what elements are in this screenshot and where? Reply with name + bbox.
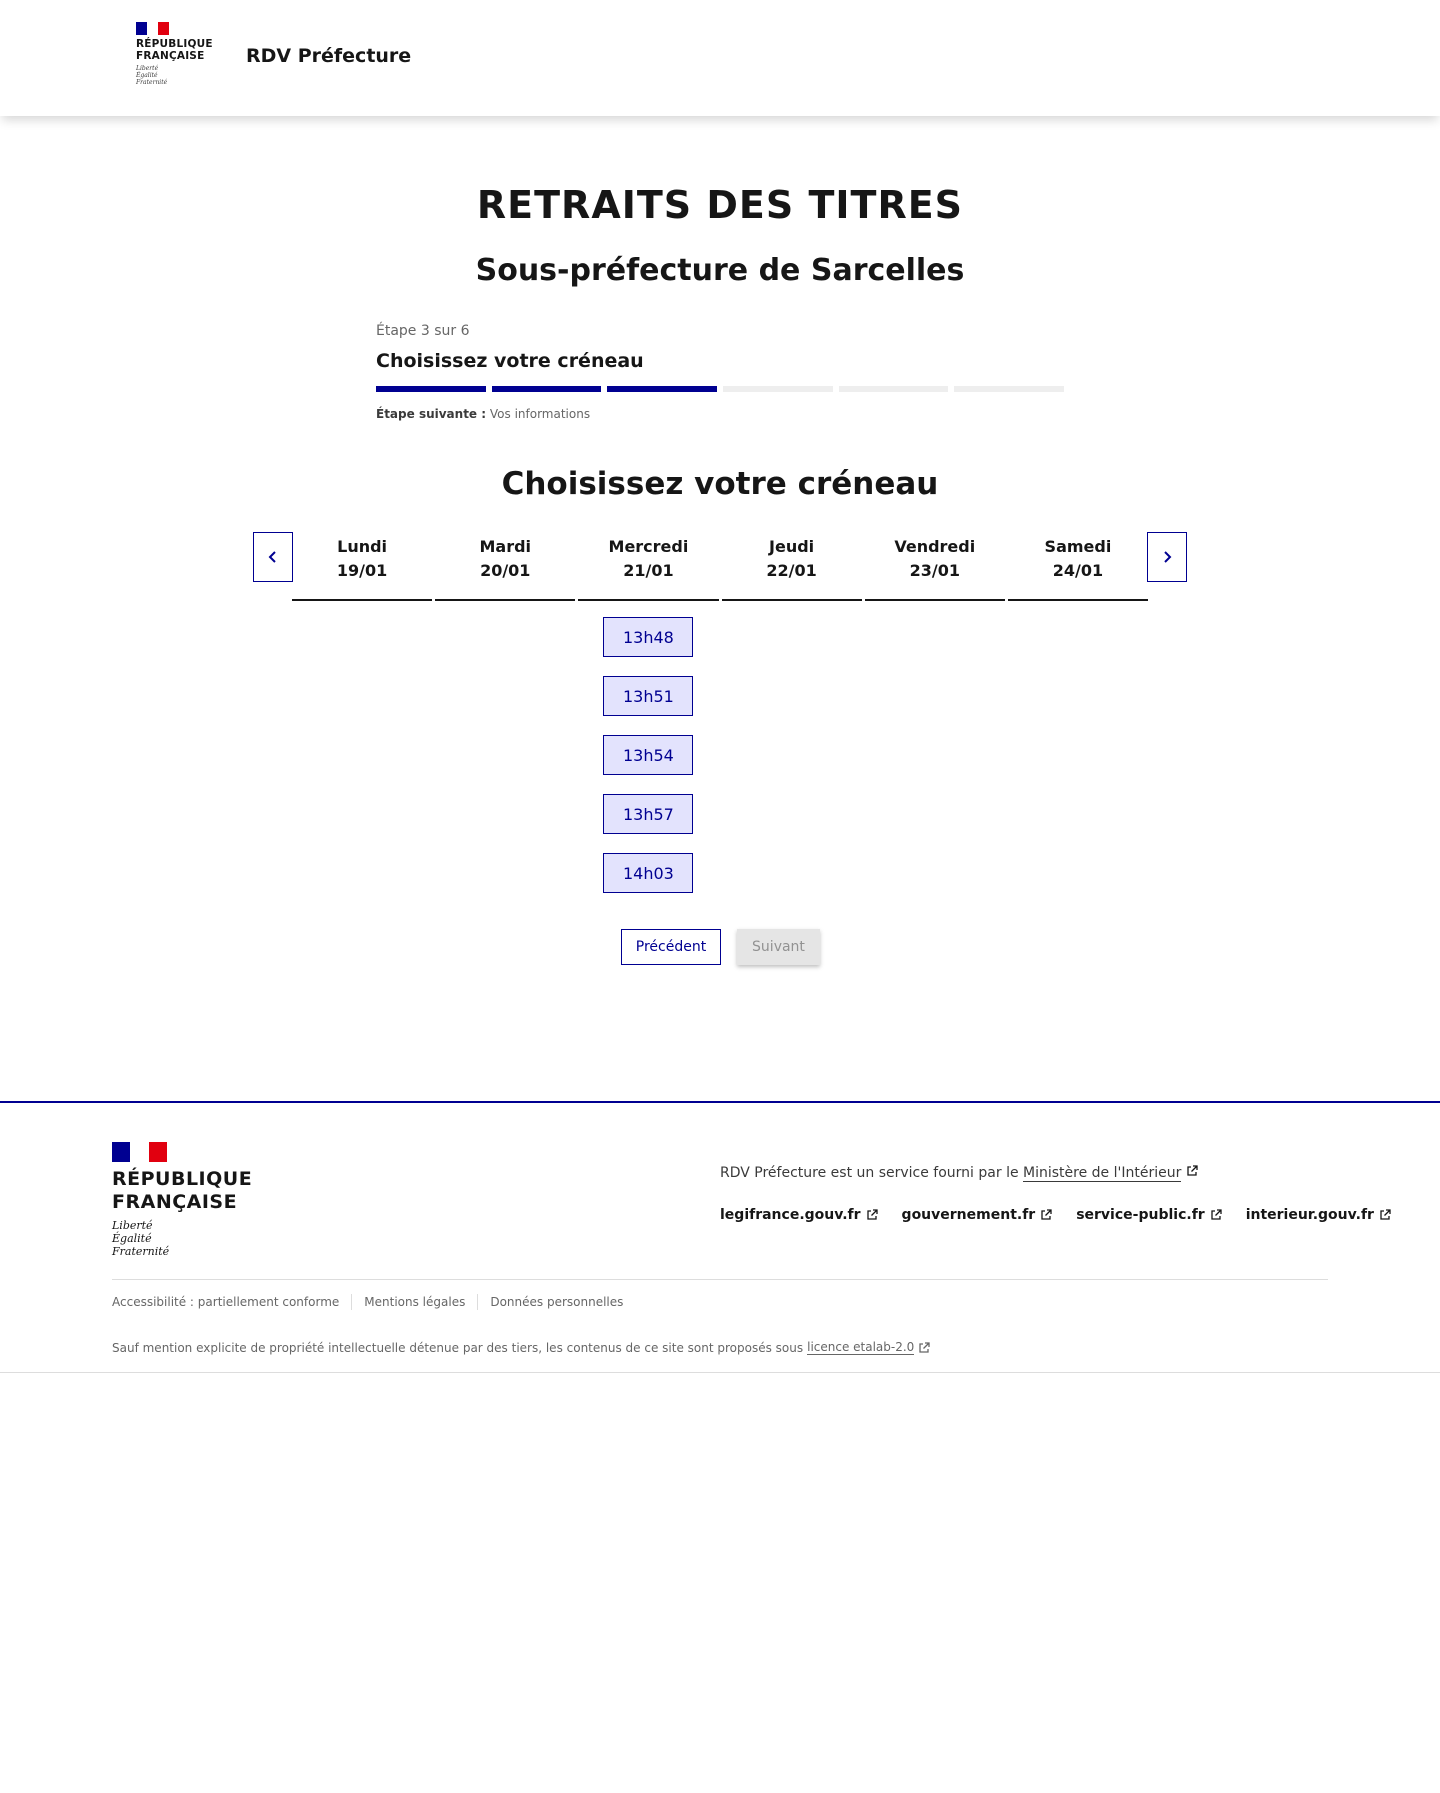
service-name-link[interactable]: RDV Préfecture bbox=[246, 45, 412, 67]
external-link-icon bbox=[1210, 1209, 1222, 1221]
day-header bbox=[722, 531, 862, 601]
brand-line-2: FRANÇAISE bbox=[136, 50, 205, 62]
day-date: 20/01 bbox=[480, 561, 531, 580]
external-link-icon bbox=[1040, 1209, 1052, 1221]
footer-external-link[interactable] bbox=[1076, 1207, 1221, 1223]
step-bar-segment bbox=[723, 386, 833, 392]
day-header bbox=[865, 531, 1005, 601]
next-button[interactable]: Suivant bbox=[737, 929, 820, 965]
marianne-flag-icon bbox=[112, 1142, 167, 1162]
previous-week-button[interactable] bbox=[253, 532, 293, 582]
day-columns bbox=[292, 531, 1148, 893]
step-title: Choisissez votre créneau bbox=[376, 350, 644, 372]
footer-bottom-links bbox=[112, 1294, 623, 1310]
day-name: Jeudi bbox=[769, 537, 815, 556]
footer-description bbox=[720, 1165, 1198, 1181]
footer-motto-liberte: Liberté bbox=[112, 1219, 153, 1232]
day-date: 24/01 bbox=[1052, 561, 1104, 580]
motto-fraternite: Fraternité bbox=[136, 79, 168, 86]
step-bar-segment bbox=[607, 386, 717, 392]
republique-francaise-logo[interactable] bbox=[136, 22, 236, 86]
slots-title: Choisissez votre créneau bbox=[501, 466, 939, 502]
day-name: Mercredi bbox=[608, 537, 689, 556]
time-slot-button[interactable]: 13h48 bbox=[603, 617, 693, 657]
footer-external-link-label: service-public.fr bbox=[1076, 1207, 1205, 1223]
motto-liberte: Liberté bbox=[136, 65, 159, 72]
footer-divider bbox=[112, 1279, 1328, 1280]
day-header bbox=[1008, 531, 1148, 601]
chevron-left-icon bbox=[266, 550, 280, 564]
day-name: Samedi bbox=[1044, 537, 1112, 556]
time-slot-button[interactable]: 13h57 bbox=[603, 794, 693, 834]
chevron-right-icon bbox=[1160, 550, 1174, 564]
brand-name bbox=[136, 38, 236, 62]
footer-logo[interactable] bbox=[112, 1142, 252, 1258]
footer-brand-line-1: RÉPUBLIQUE bbox=[112, 1168, 253, 1190]
step-bar-segment bbox=[954, 386, 1064, 392]
day-header bbox=[292, 531, 432, 601]
day-header bbox=[578, 531, 718, 601]
external-link-icon bbox=[1186, 1165, 1198, 1177]
legal-notice-link[interactable]: Mentions légales bbox=[364, 1295, 466, 1309]
time-slot-button[interactable]: 13h54 bbox=[603, 735, 693, 775]
external-link-icon bbox=[1379, 1209, 1391, 1221]
day-name: Vendredi bbox=[894, 537, 976, 556]
footer-license bbox=[112, 1340, 930, 1355]
external-link-icon bbox=[918, 1342, 930, 1354]
footer-external-link-label: gouvernement.fr bbox=[901, 1207, 1036, 1223]
step-next bbox=[376, 407, 1064, 421]
external-link-icon bbox=[866, 1209, 878, 1221]
day-name: Lundi bbox=[337, 537, 388, 556]
day-date: 19/01 bbox=[336, 561, 388, 580]
step-next-label: Étape suivante : bbox=[376, 407, 487, 421]
footer-external-link-label: interieur.gouv.fr bbox=[1245, 1207, 1374, 1223]
day-date: 21/01 bbox=[623, 561, 674, 580]
separator bbox=[477, 1294, 478, 1310]
stepper bbox=[376, 323, 1064, 421]
footer-external-link[interactable] bbox=[1246, 1207, 1391, 1223]
footer-motto-egalite: Égalité bbox=[112, 1232, 152, 1245]
footer-motto-fraternite: Fraternité bbox=[112, 1245, 170, 1258]
brand-line-1: RÉPUBLIQUE bbox=[136, 38, 213, 50]
footer-external-link-label: legifrance.gouv.fr bbox=[720, 1207, 861, 1223]
page-subtitle: Sous-préfecture de Sarcelles bbox=[475, 253, 965, 288]
site-header bbox=[0, 0, 1440, 116]
footer-description-text: RDV Préfecture est un service fourni par le bbox=[720, 1165, 1024, 1181]
step-next-value: Vos informations bbox=[489, 407, 591, 421]
day-column bbox=[292, 531, 432, 893]
day-header bbox=[435, 531, 575, 601]
footer-brand-line-2: FRANÇAISE bbox=[112, 1191, 238, 1213]
day-column bbox=[1008, 531, 1148, 893]
footer-external-link[interactable] bbox=[720, 1207, 878, 1223]
time-slot-button[interactable]: 13h51 bbox=[603, 676, 693, 716]
license-text: Sauf mention explicite de propriété intellectuelle détenue par des tiers, les contenus de ce site sont proposés sous bbox=[112, 1340, 804, 1355]
day-date: 23/01 bbox=[909, 561, 960, 580]
site-footer bbox=[0, 1101, 1440, 1373]
day-column bbox=[722, 531, 862, 893]
step-progress-bar bbox=[376, 386, 1064, 392]
page-title: RETRAITS DES TITRES bbox=[476, 183, 964, 227]
next-week-button[interactable] bbox=[1147, 532, 1187, 582]
motto-egalite: Égalité bbox=[136, 72, 158, 79]
ministry-link[interactable]: Ministère de l'Intérieur bbox=[1023, 1165, 1182, 1181]
personal-data-link[interactable]: Données personnelles bbox=[490, 1295, 624, 1309]
day-name: Mardi bbox=[479, 537, 532, 556]
step-count: Étape 3 sur 6 bbox=[376, 323, 470, 339]
previous-button[interactable]: Précédent bbox=[621, 929, 721, 965]
footer-brand-name bbox=[112, 1168, 252, 1214]
step-bar-segment bbox=[376, 386, 486, 392]
day-date: 22/01 bbox=[766, 561, 817, 580]
accessibility-link[interactable]: Accessibilité : partiellement conforme bbox=[112, 1295, 340, 1309]
day-column bbox=[435, 531, 575, 893]
step-bar-segment bbox=[839, 386, 949, 392]
day-column bbox=[865, 531, 1005, 893]
day-column bbox=[578, 531, 718, 893]
footer-links bbox=[720, 1207, 1391, 1223]
license-link[interactable]: licence etalab-2.0 bbox=[807, 1340, 915, 1354]
footer-external-link[interactable] bbox=[902, 1207, 1053, 1223]
brand-motto bbox=[136, 65, 236, 86]
separator bbox=[351, 1294, 352, 1310]
step-bar-segment bbox=[492, 386, 602, 392]
marianne-flag-icon bbox=[136, 22, 169, 35]
time-slot-button[interactable]: 14h03 bbox=[603, 853, 693, 893]
footer-motto bbox=[112, 1219, 252, 1258]
slot-list bbox=[578, 617, 718, 893]
